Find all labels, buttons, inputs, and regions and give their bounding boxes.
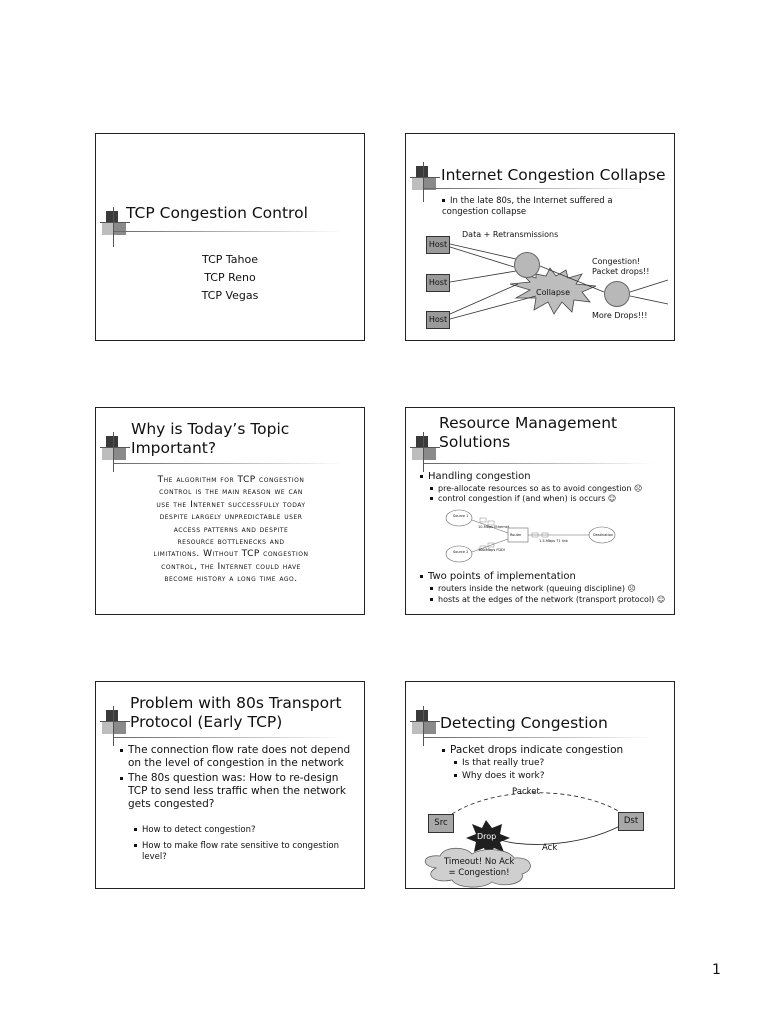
source-1-label: Source 1	[453, 514, 469, 518]
link-3-label: 1.5-Mbps T1 link	[539, 539, 568, 543]
host-box: Host	[426, 236, 450, 254]
collapse-label: Collapse	[536, 288, 570, 297]
list-item: TCP Vegas	[201, 289, 259, 302]
router-label: Router	[510, 533, 522, 537]
slide-congestion-collapse	[405, 133, 675, 341]
title-rule	[114, 737, 344, 738]
source-2-label: Source 2	[453, 550, 469, 554]
packet-label: Packet	[512, 787, 540, 797]
slide-title: Detecting Congestion	[440, 714, 608, 732]
more-drops-label: More Drops!!!	[592, 311, 648, 320]
host-box: Host	[426, 274, 450, 292]
slide-title: TCP Congestion Control	[126, 204, 308, 222]
packet-drops-label: Packet drops!!	[592, 267, 650, 276]
slide-early-tcp-problem	[95, 681, 365, 889]
link-1-label: 10-Mbps Ethernet	[478, 525, 510, 529]
dst-box: Dst	[618, 812, 644, 831]
ack-label: Ack	[542, 843, 558, 853]
page-number: 1	[712, 962, 721, 978]
sub-bullet: pre-allocate resources so as to avoid congestion ☹	[430, 483, 642, 494]
body-text: The algorithm for TCP congestion control is the main reason we can use the Internet successfully today despite largely unpredictable user access patterns and despite resource bottlenecks and limitations. Without TCP congestion control, the Internet could have become history a long time ago.	[153, 475, 309, 585]
slide-title: Internet Congestion Collapse	[441, 166, 666, 184]
list-item: TCP Tahoe	[202, 253, 258, 266]
bullet: Handling congestion	[420, 470, 531, 483]
sub-bullet: hosts at the edges of the network (transport protocol) ☺	[430, 594, 665, 605]
sub-bullet: routers inside the network (queuing discipline) ☹	[430, 583, 636, 594]
item-list	[96, 251, 364, 305]
bullet: Packet drops indicate congestion	[442, 744, 623, 757]
bullet: The connection flow rate does not depend on the level of congestion in the network	[120, 744, 360, 770]
bullet: Two points of implementation	[420, 570, 576, 583]
cloud-text: Timeout! No Ack = Congestion!	[444, 857, 515, 878]
slide-resource-management	[405, 407, 675, 615]
slide-title: Why is Today’s Topic Important?	[131, 420, 290, 457]
slide-tcp-congestion-control	[95, 133, 365, 341]
title-rule	[114, 463, 344, 464]
sub-bullet: How to detect congestion?	[134, 825, 255, 836]
bullet: The 80s question was: How to re-design TCP to send less traffic when the network gets congested?	[120, 772, 360, 811]
data-label: Data + Retransmissions	[462, 230, 559, 239]
router-circle	[514, 252, 540, 278]
title-ornament	[100, 432, 130, 472]
list-item: TCP Reno	[204, 271, 256, 284]
slide-title: Resource Management Solutions	[439, 414, 618, 451]
slide-detecting-congestion	[405, 681, 675, 889]
drop-label: Drop	[477, 832, 497, 841]
destination-label: Destination	[593, 533, 614, 537]
bullet: In the late 80s, the Internet suffered a congestion collapse	[442, 196, 613, 217]
host-box: Host	[426, 311, 450, 329]
congestion-label: Congestion!	[592, 257, 641, 266]
sub-bullet: control congestion if (and when) is occurs ☺	[430, 493, 616, 504]
title-rule	[114, 231, 344, 232]
sub-bullet: Is that really true?	[454, 758, 544, 769]
sub-bullet: How to make flow rate sensitive to congestion level?	[134, 841, 354, 863]
sub-bullet: Why does it work?	[454, 771, 545, 782]
slide-why-important	[95, 407, 365, 615]
src-box: Src	[428, 814, 454, 833]
slide-title: Problem with 80s Transport Protocol (Early TCP)	[130, 694, 342, 731]
link-2-label: 100-Mbps FDDI	[478, 548, 505, 552]
router-circle	[604, 281, 630, 307]
title-ornament	[100, 706, 130, 746]
